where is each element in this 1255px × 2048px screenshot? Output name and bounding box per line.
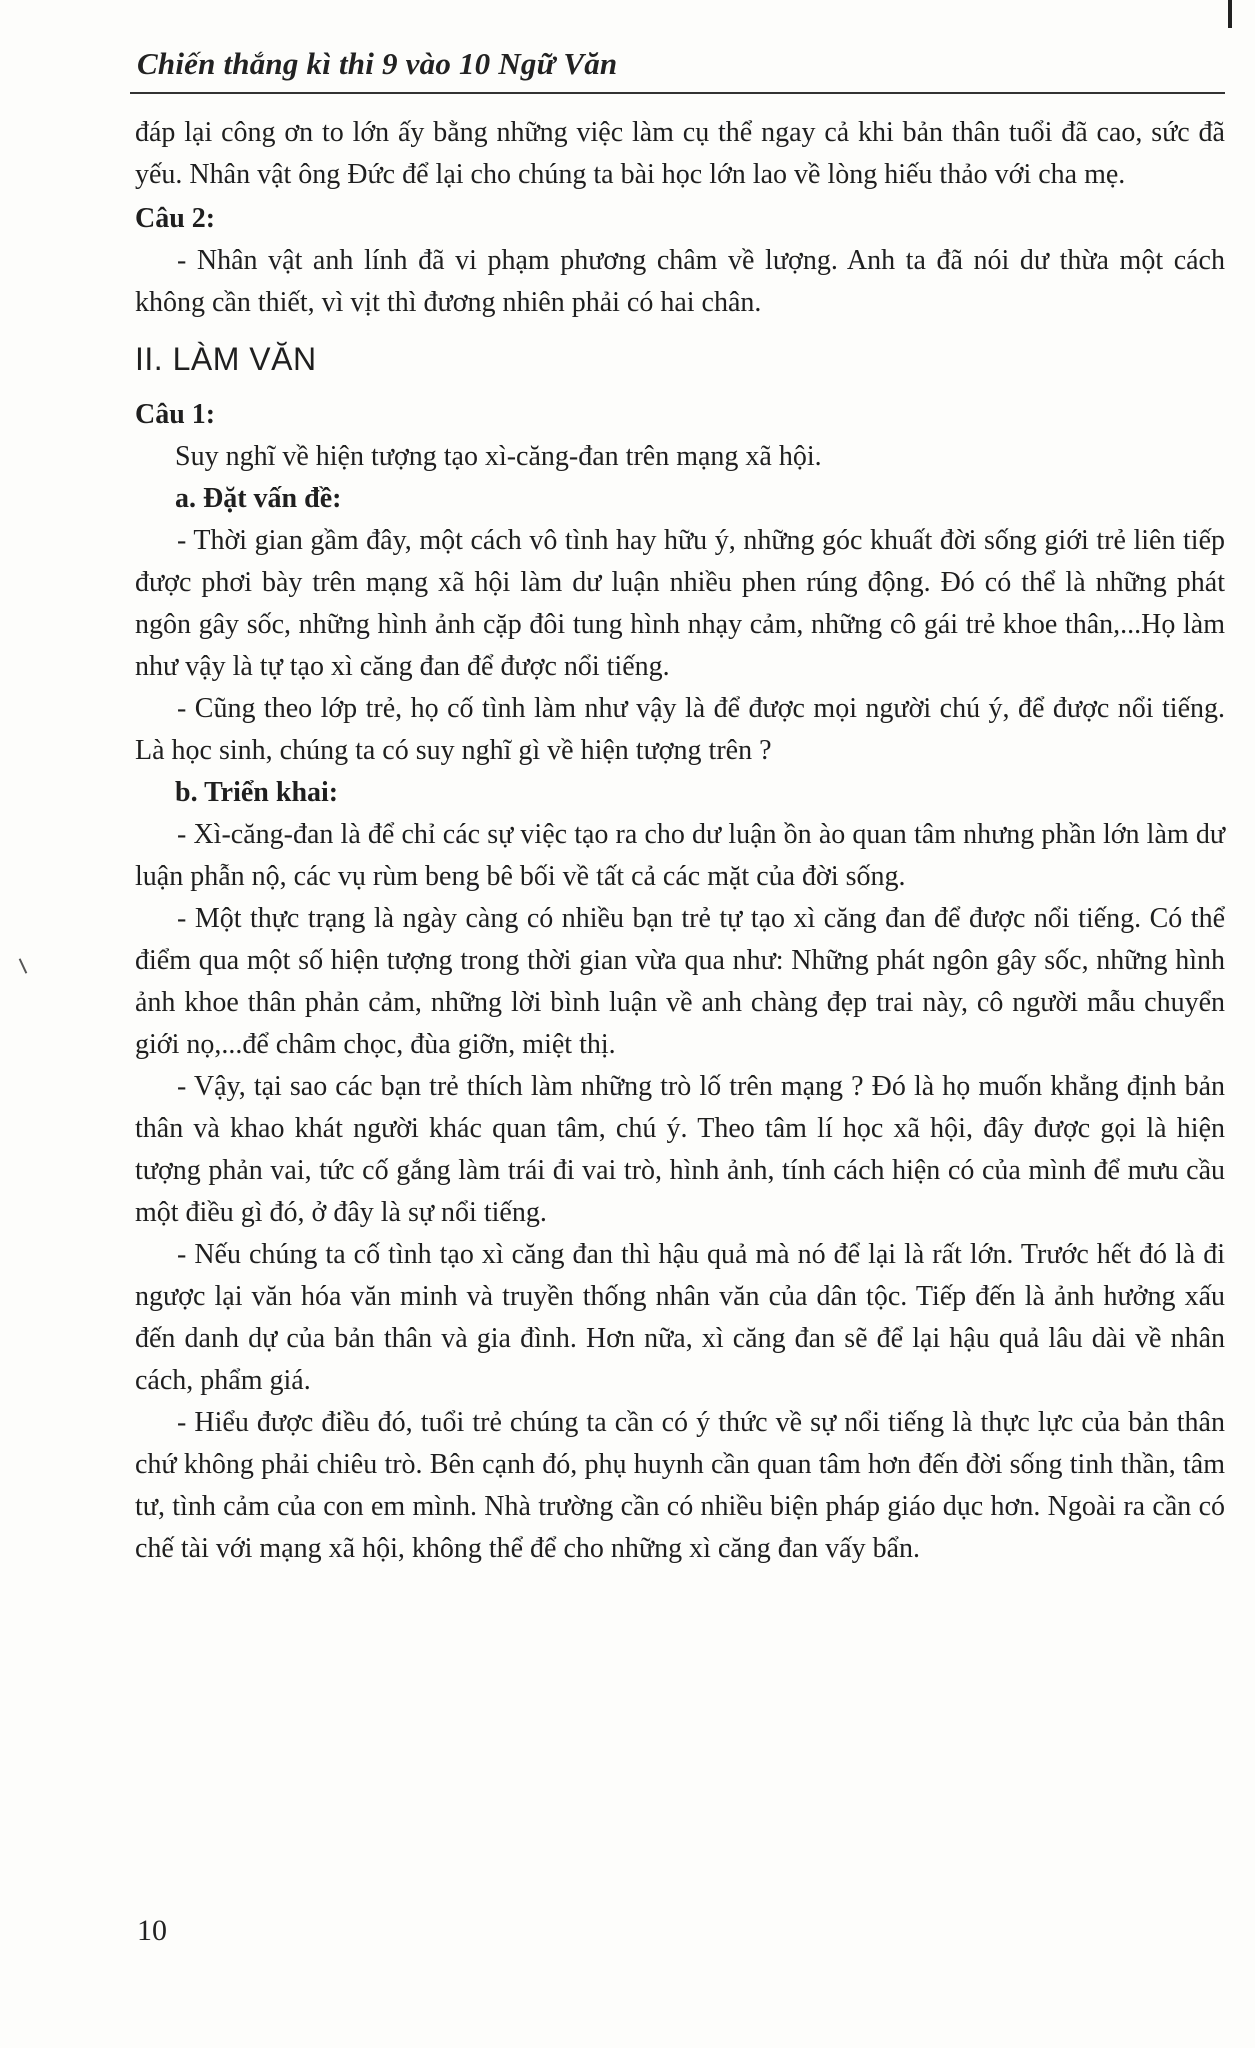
corner-mark [1228,0,1232,28]
header-rule [130,92,1225,94]
paragraph-b4: - Nếu chúng ta cố tình tạo xì căng đan thì hậu quả mà nó để lại là rất lớn. Trước hết đó là đi ngược lại văn hóa văn minh và truyền thống nhân văn của dân tộc. Tiếp đến là ảnh hưởng xấu đến danh dự của bản thân và gia đình. Hơn nữa, xì căng đan sẽ để lại hậu quả lâu dài về nhân cách, phẩm giá. [135,1239,1225,1396]
paragraph-b5: - Hiểu được điều đó, tuổi trẻ chúng ta cần có ý thức về sự nổi tiếng là thực lực của bản thân chứ không phải chiêu trò. Bên cạnh đó, phụ huynh cần quan tâm hơn đến đời sống tinh thần, tâm tư, tình cảm của con em mình. Nhà trường cần có nhiều biện pháp giáo dục hơn. Ngoài ra cần có chế tài với mạng xã hội, không thể để cho những xì căng đan vấy bẩn. [135,1407,1225,1564]
question-1-label: Câu 1: [135,399,216,430]
paragraph-a1: - Thời gian gầm đây, một cách vô tình hay hữu ý, những góc khuất đời sống giới trẻ liên tiếp được phơi bày trên mạng xã hội làm dư luận nhiều phen rúng động. Đó có thể là những phát ngôn gây sốc, những hình ảnh cặp đôi tung hình nhạy cảm, những cô gái trẻ khoe thân,...Họ làm như vậy là tự tạo xì căng đan để được nổi tiếng. [135,525,1225,682]
margin-mark [19,958,28,973]
running-header: Chiến thắng kì thi 9 vào 10 Ngữ Văn [137,46,618,81]
subheading-a: a. Đặt vấn đề: [175,483,342,514]
subheading-b: b. Triển khai: [175,777,339,808]
paragraph-a2: - Cũng theo lớp trẻ, họ cố tình làm như vậy là để được mọi người chú ý, để được nổi tiếng. Là học sinh, chúng ta có suy nghĩ gì về hiện tượng trên ? [135,693,1225,766]
essay-topic: Suy nghĩ về hiện tượng tạo xì-căng-đan trên mạng xã hội. [175,441,822,472]
question-2-answer: - Nhân vật anh lính đã vi phạm phương châm về lượng. Anh ta đã nói dư thừa một cách không cần thiết, vì vịt thì đương nhiên phải có hai chân. [135,245,1225,318]
paragraph-b2: - Một thực trạng là ngày càng có nhiều bạn trẻ tự tạo xì căng đan để được nổi tiếng. Có thể điểm qua một số hiện tượng trong thời gian vừa qua như: Những phát ngôn gây sốc, những hình ảnh khoe thân phản cảm, những lời bình luận về anh chàng đẹp trai này, cô người mẫu chuyển giới nọ,...để châm chọc, đùa giỡn, miệt thị. [135,903,1225,1060]
question-2-label: Câu 2: [135,203,216,234]
paragraph-b1: - Xì-căng-đan là để chỉ các sự việc tạo ra cho dư luận ồn ào quan tâm nhưng phần lớn làm dư luận phẫn nộ, các vụ rùm beng bê bối về tất cả các mặt của đời sống. [135,819,1225,892]
paragraph-b3: - Vậy, tại sao các bạn trẻ thích làm những trò lố trên mạng ? Đó là họ muốn khẳng định bản thân và khao khát người khác quan tâm, chú ý. Theo tâm lí học xã hội, đây được gọi là hiện tượng phản vai, tức cố gắng làm trái đi vai trò, hình ảnh, tính cách hiện có của mình để mưu cầu một điều gì đó, ở đây là sự nổi tiếng. [135,1071,1225,1228]
section-heading: II. LÀM VĂN [135,341,317,377]
page-number: 10 [137,1914,167,1947]
page-body [135,112,1225,1570]
continued-paragraph: đáp lại công ơn to lớn ấy bằng những việc làm cụ thể ngay cả khi bản thân tuổi đã cao, sức đã yếu. Nhân vật ông Đức để lại cho chúng ta bài học lớn lao về lòng hiếu thảo với cha mẹ. [135,117,1225,190]
